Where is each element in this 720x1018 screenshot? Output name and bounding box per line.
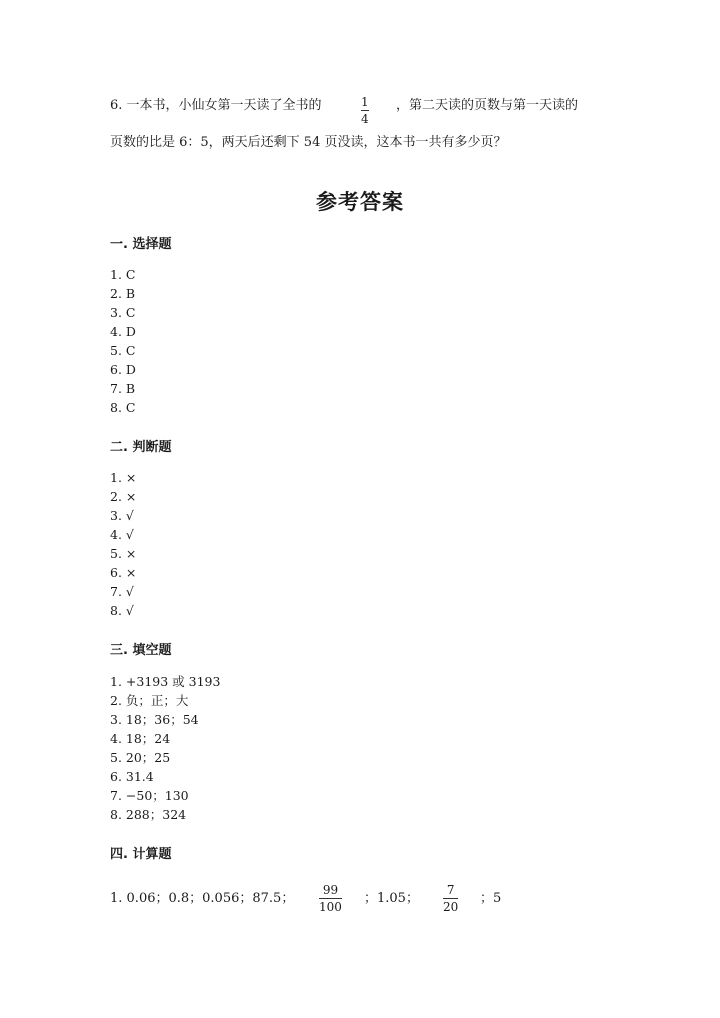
list-item: 6. 31.4: [110, 769, 154, 784]
question-6-line-1-continued: [396, 97, 578, 115]
question-6-line-2: 页数的比是 6：5，两天后还剩下 54 页没读，这本书一共有多少页？: [110, 135, 507, 150]
fraction-denominator: 20: [443, 900, 459, 914]
list-item: 1. C: [110, 267, 136, 282]
list-item: 3. 18；36；54: [110, 712, 199, 727]
list-item: 3. √: [110, 508, 134, 523]
list-item: 6. D: [110, 362, 136, 377]
list-item: 8. √: [110, 603, 134, 618]
list-item: 5. ×: [110, 546, 137, 561]
list-item: 3. C: [110, 305, 136, 320]
list-item: 5. C: [110, 343, 136, 358]
judgement-answer-list: [110, 468, 136, 620]
list-item: 7. B: [110, 381, 136, 396]
section-heading-fill-in: 三. 填空题: [110, 643, 172, 658]
fraction-numerator: 1: [361, 95, 369, 109]
question-6-line-1: [110, 97, 322, 115]
fraction-denominator: 100: [319, 900, 342, 914]
fraction-bar: [319, 898, 342, 899]
section-heading-choice: 一. 选择题: [110, 237, 172, 252]
list-item: 2. 负；正；大: [110, 693, 189, 708]
list-item: 4. D: [110, 324, 136, 339]
list-item: 2. B: [110, 286, 136, 301]
fraction-one-quarter: [361, 95, 369, 126]
list-item: 5. 20；25: [110, 750, 171, 765]
answer-key-title: 参考答案: [316, 190, 404, 214]
question-6-text-b: ，第二天读的页数与第一天读的: [396, 98, 579, 113]
list-item: 6. ×: [110, 565, 137, 580]
fraction-7-over-20: [443, 883, 458, 914]
section-heading-calculation: 四. 计算题: [110, 847, 172, 862]
calculation-answer-part-2: ；1.05；: [364, 891, 419, 906]
list-item: 7. √: [110, 584, 134, 599]
fraction-bar: [443, 898, 458, 899]
fill-in-answer-list: [110, 672, 220, 824]
fraction-bar: [361, 110, 369, 111]
fraction-numerator: 7: [446, 883, 455, 897]
list-item: 1. ×: [110, 470, 137, 485]
fraction-numerator: 99: [322, 883, 339, 897]
list-item: 7. −50；130: [110, 788, 189, 803]
list-item: 2. ×: [110, 489, 137, 504]
calculation-answer-part-1: 1. 0.06；0.8；0.056；87.5；: [110, 891, 295, 906]
list-item: 8. 288；324: [110, 807, 187, 822]
question-6-text-a: 6. 一本书，小仙女第一天读了全书的: [110, 98, 322, 113]
fraction-99-over-100: [319, 883, 342, 914]
list-item: 4. 18；24: [110, 731, 171, 746]
list-item: 8. C: [110, 400, 136, 415]
list-item: 4. √: [110, 527, 134, 542]
choice-answer-list: [110, 265, 136, 417]
section-heading-judgement: 二. 判断题: [110, 440, 172, 455]
calculation-answer-part-3: ；5: [480, 891, 502, 906]
list-item: 1. +3193 或 3193: [110, 674, 221, 689]
fraction-denominator: 4: [361, 112, 369, 126]
